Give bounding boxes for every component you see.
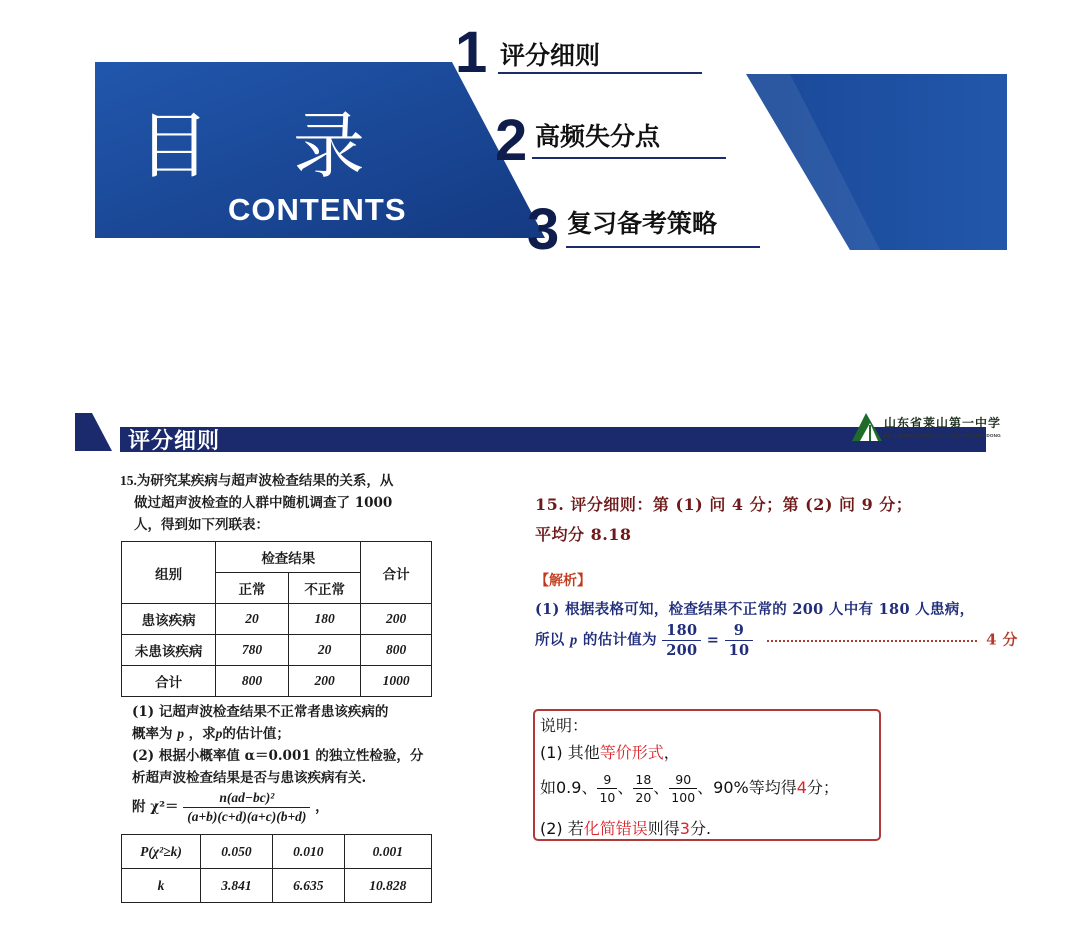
note-separator: 、 xyxy=(617,778,634,797)
row-label: 未患该疾病 xyxy=(122,635,216,666)
cell-total: 200 xyxy=(361,604,432,635)
note-text: (2) 若 xyxy=(540,819,584,838)
critical-value-table xyxy=(121,834,432,903)
crit-p-value: 0.001 xyxy=(344,835,431,869)
frac-numerator: 90 xyxy=(669,772,697,789)
row-label: 患该疾病 xyxy=(122,604,216,635)
frac-denominator: 100 xyxy=(671,790,696,805)
frac-denominator: 20 xyxy=(635,790,652,805)
note-line-1 xyxy=(540,740,680,763)
fraction-18-20 xyxy=(633,772,653,805)
q1-line-1: (1) 记超声波检查结果不正常者患该疾病的 xyxy=(132,704,389,720)
note-line-3 xyxy=(540,816,711,839)
table-row xyxy=(122,635,432,666)
formula-prefix: 附 χ²＝ xyxy=(132,799,179,815)
cell-normal: 20 xyxy=(216,604,289,635)
equals-sign: = xyxy=(706,631,720,649)
sub-question-1 xyxy=(132,701,438,745)
toc-number-1: 1 xyxy=(455,20,488,85)
q2-line-2: 析超声波检查结果是否与患该疾病有关. xyxy=(132,770,367,786)
problem-number: 15. xyxy=(120,473,137,488)
note-separator: 、 xyxy=(653,778,670,797)
crit-k-value: 3.841 xyxy=(201,869,273,903)
q1-line-2b: ，求 xyxy=(188,726,216,742)
solution-step-1-line-2 xyxy=(535,622,1018,659)
problem-stem-line-3: 人，得到如下列联表： xyxy=(134,517,269,533)
toc-item-1[interactable]: 评分细则 xyxy=(500,41,601,70)
note-highlight: 4 xyxy=(796,778,807,797)
q1-line-2c: 的估计值； xyxy=(222,726,290,742)
school-name-en: NO. 1 MIDDLE SCHOOL OF LAISHAN SHANDONG xyxy=(884,433,1001,438)
cell-abnormal: 200 xyxy=(288,666,361,697)
chi-square-formula xyxy=(132,790,329,825)
toc-item-2[interactable]: 高频失分点 xyxy=(535,122,661,151)
frac-denominator: 10 xyxy=(599,790,616,805)
formula-denominator: (a+b)(c+d)(a+c)(b+d) xyxy=(187,809,307,824)
frac-denominator: 200 xyxy=(666,642,698,659)
crit-p-value: 0.010 xyxy=(272,835,344,869)
sol-line2a: 所以 xyxy=(535,631,565,649)
fraction-180-200 xyxy=(662,622,701,659)
problem-stem xyxy=(120,470,440,536)
q1-var-p-2: p xyxy=(215,726,223,741)
q1-var-p: p xyxy=(177,726,184,741)
school-name-cn: 山东省莱山第一中学 xyxy=(884,416,1002,430)
leader-dots xyxy=(767,640,977,642)
frac-numerator: 9 xyxy=(597,772,617,789)
note-text: ， xyxy=(663,743,680,762)
table-header-total: 合计 xyxy=(361,542,432,604)
toc-number-3: 3 xyxy=(527,197,560,262)
fraction-90-100 xyxy=(669,772,697,805)
points-awarded: 4 分 xyxy=(986,630,1018,649)
fraction-9-10 xyxy=(597,772,617,805)
formula-numerator: n(ad−bc)² xyxy=(183,790,310,808)
formula-suffix: ， xyxy=(315,799,329,815)
sub-question-2 xyxy=(132,745,438,789)
toc-number-2: 2 xyxy=(495,108,528,173)
note-text: (1) 其他 xyxy=(540,743,600,762)
table-row xyxy=(122,666,432,697)
note-text: 分. xyxy=(689,819,712,838)
contents-subtitle: CONTENTS xyxy=(228,192,407,227)
table-row xyxy=(122,604,432,635)
frac-denominator: 10 xyxy=(728,642,750,659)
note-text: 如0.9、 xyxy=(540,778,598,797)
cell-normal: 780 xyxy=(216,635,289,666)
toc-underline-2 xyxy=(532,157,726,159)
row-label: 合计 xyxy=(122,666,216,697)
crit-k-value: 10.828 xyxy=(344,869,431,903)
problem-stem-line-2: 做过超声波检查的人群中随机调查了 1000 xyxy=(134,495,393,511)
note-text: 则得 xyxy=(647,819,680,838)
sol-line2b: 的估计值为 xyxy=(582,631,657,649)
fraction-9-10 xyxy=(725,622,754,659)
contingency-table xyxy=(121,541,432,697)
table-header-normal: 正常 xyxy=(216,573,289,604)
toc-item-3[interactable]: 复习备考策略 xyxy=(567,209,718,238)
rubric-line-1: 15. 评分细则：第 (1) 问 4 分；第 (2) 问 9 分； xyxy=(535,495,913,514)
note-highlight: 等价形式 xyxy=(599,743,664,762)
cell-abnormal: 180 xyxy=(288,604,361,635)
note-highlight: 3 xyxy=(679,819,690,838)
cell-abnormal: 20 xyxy=(288,635,361,666)
problem-stem-line-1: 为研究某疾病与超声波检查结果的关系，从 xyxy=(136,473,394,489)
frac-numerator: 9 xyxy=(725,622,754,641)
crit-p-value: 0.050 xyxy=(201,835,273,869)
rubric-line-2: 平均分 8.18 xyxy=(535,525,632,544)
solution-step-1-line-1: (1) 根据表格可知，检查结果不正常的 200 人中有 180 人患病， xyxy=(535,601,975,618)
note-line-2 xyxy=(540,772,839,805)
contents-title: 目 录 xyxy=(138,104,395,188)
q2-line-1: (2) 根据小概率值 α＝0.001 的独立性检验，分 xyxy=(132,748,424,764)
note-text: 分； xyxy=(806,778,839,797)
table-header-abnormal: 不正常 xyxy=(288,573,361,604)
cell-normal: 800 xyxy=(216,666,289,697)
crit-header-k: k xyxy=(122,869,201,903)
toc-underline-3 xyxy=(566,246,760,248)
q1-line-2a: 概率为 xyxy=(132,726,173,742)
note-text: 、90%等均得 xyxy=(697,778,797,797)
note-title: 说明： xyxy=(540,716,589,735)
frac-numerator: 18 xyxy=(635,772,652,787)
crit-header-p: P(χ²≥k) xyxy=(122,835,201,869)
frac-numerator: 180 xyxy=(662,622,701,641)
note-highlight: 化简错误 xyxy=(583,819,648,838)
analysis-label: 【解析】 xyxy=(535,573,591,589)
sol-var-p: p xyxy=(569,632,578,649)
crit-k-value: 6.635 xyxy=(272,869,344,903)
section-title: 评分细则 xyxy=(128,429,221,454)
cell-total: 800 xyxy=(361,635,432,666)
table-header-result: 检查结果 xyxy=(216,542,361,573)
toc-underline-1 xyxy=(498,72,702,74)
cell-total: 1000 xyxy=(361,666,432,697)
table-header-group: 组别 xyxy=(122,542,216,604)
